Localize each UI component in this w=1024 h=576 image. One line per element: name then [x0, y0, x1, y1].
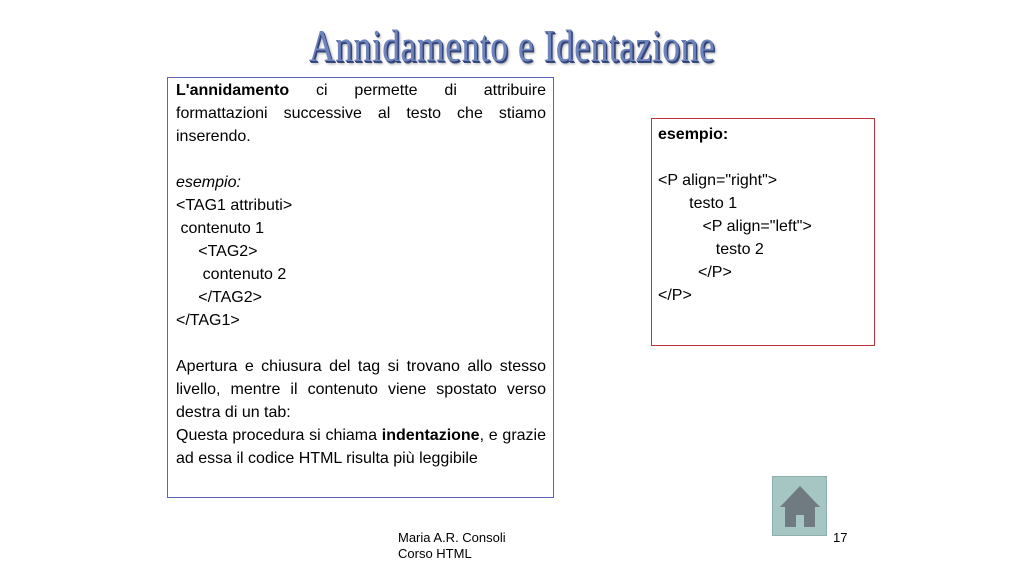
intro-paragraph [176, 79, 546, 148]
footer-author-block [398, 530, 506, 562]
indentation-paragraph: Questa procedura si chiama indentazione, e grazie ad essa il codice HTML risulta più leggibile [176, 427, 547, 467]
slide-title: Annidamento e Identazione [308, 20, 716, 71]
code-line: <TAG1 attributi> [176, 197, 293, 214]
page-number: 17 [833, 530, 848, 545]
code-line: </TAG2> [176, 289, 262, 306]
intro-text: ci permette di attribuire formattazioni successive al testo che stiamo inserendo. [176, 82, 546, 145]
course-name: Corso HTML [398, 546, 472, 561]
home-button[interactable] [772, 476, 827, 536]
example-code-line: </P> [658, 264, 732, 281]
indentation-bold-term: indentazione [381, 427, 480, 444]
code-line: contenuto 2 [176, 266, 287, 283]
intro-bold-term: L'annidamento [176, 82, 290, 99]
code-line: <TAG2> [176, 243, 258, 260]
example-heading: esempio: [658, 126, 729, 143]
example-code-line: testo 2 [658, 241, 764, 258]
code-line: </TAG1> [176, 312, 240, 329]
example-label: esempio: [176, 174, 241, 191]
example-code-line: <P align="left"> [658, 218, 812, 235]
code-line: contenuto 1 [176, 220, 265, 237]
left-text-box [167, 77, 554, 498]
example-code-line: <P align="right"> [658, 172, 778, 189]
example-box [651, 118, 875, 346]
example-code-line: testo 1 [658, 195, 738, 212]
example-code-line: </P> [658, 287, 692, 304]
explanation-paragraph: Apertura e chiusura del tag si trovano allo stesso livello, mentre il contenuto viene spostato verso destra di un tab: [176, 358, 546, 421]
author-name: Maria A.R. Consoli [398, 530, 506, 545]
home-icon [773, 477, 828, 537]
